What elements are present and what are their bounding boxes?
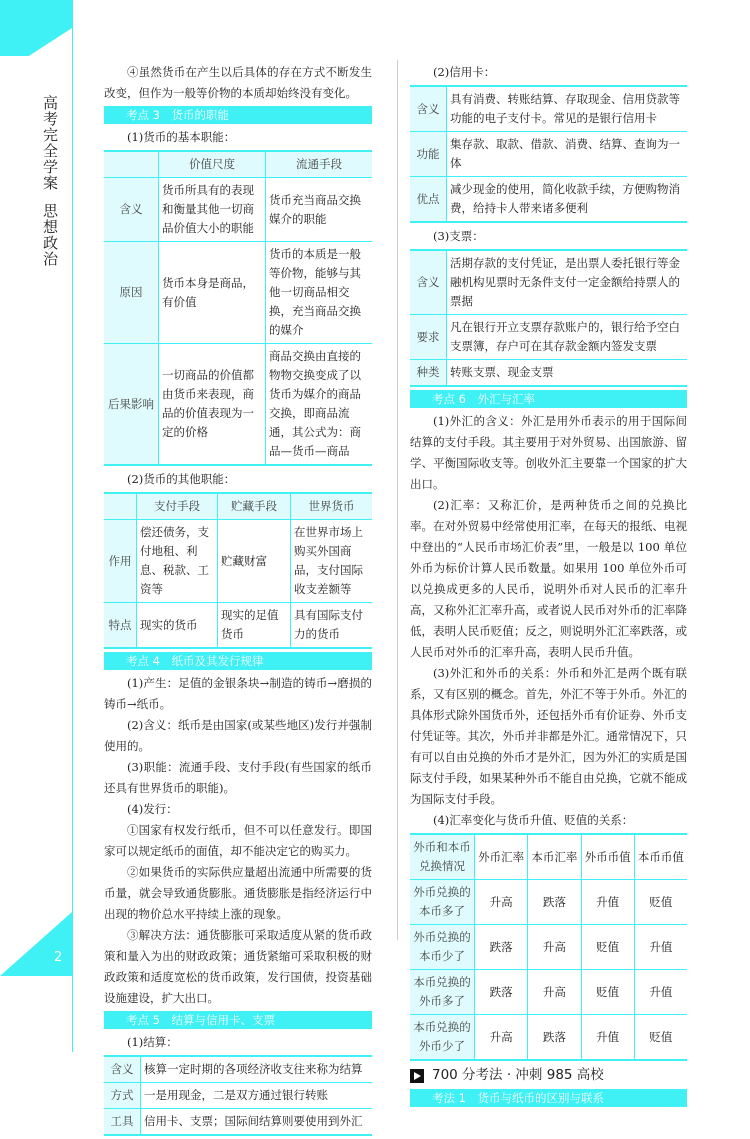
table-header: 世界货币 [291,493,373,520]
paragraph: (1)外汇的含义：外汇是用外币表示的用于国际间结算的支付手段。其主要用于对外贸易、出国旅游、留学、平衡国际收支等。创收外汇主要靠一个国家的扩大出口。 [410,414,687,491]
table-header: 贮藏手段 [218,493,291,520]
row-label: 本币兑换的外币多了 [410,970,475,1015]
table-header [104,493,137,520]
subheading: (3)支票： [433,229,484,243]
row-label: 含义 [104,178,159,242]
right-column [410,62,687,1110]
table-cell: 货币的本质是一般等价物，能够与其他一切商品相交换，充当商品交换的媒介 [266,242,373,344]
table-cell: 升高 [528,925,581,970]
book-title: 高考完全学案 [41,95,59,191]
row-label: 含义 [104,1056,141,1083]
table-cell: 转账支票、现金支票 [447,360,688,387]
row-label: 作用 [104,520,137,603]
table-cell: 跌落 [528,1015,581,1061]
paragraph: ③解决方法：通货膨胀可采取适度从紧的货币政策和量入为出的财政政策；通货紧缩可采取积极的财政政策和适度宽松的货币政策，发行国债，投资基础设施建设，扩大出口。 [104,928,372,1005]
table-row [410,1015,687,1061]
table-row [410,132,687,177]
row-label: 工具 [104,1109,141,1136]
table-cell: 升值 [581,880,634,925]
row-label: 要求 [410,315,447,360]
paragraph: ①国家有权发行纸币，但不可以任意发行。即国家可以规定纸币的面值，却不能决定它的购买力。 [104,823,372,858]
table-cell: 商品交换由直接的物物交换变成了以货币为媒介的商品交换，即商品流通，其公式为：商品—货币—商品 [266,344,373,466]
table-cell: 贮藏财富 [218,520,291,603]
row-label: 本币兑换的外币少了 [410,1015,475,1061]
row-label: 含义 [410,250,447,315]
big-heading [410,1065,687,1086]
basic-functions-table [104,150,372,466]
intro-paragraph: ④虽然货币在产生以后具体的存在方式不断发生改变，但作为一般等价物的本质却始终没有变化。 [104,65,372,100]
paragraph: (2)含义：纸币是由国家(或某些地区)发行并强制使用的。 [104,718,372,753]
table-header: 外币币值 [581,834,634,880]
table-row [104,1056,372,1083]
table-cell: 贬值 [581,925,634,970]
table-header: 外币和本币兑换情况 [410,834,475,880]
row-label: 种类 [410,360,447,387]
table-header [104,151,159,178]
table-row [410,925,687,970]
subject-title: 思想政治 [41,203,59,267]
left-column [104,62,372,1139]
table-cell: 贬值 [634,1015,687,1061]
table-cell: 货币本身是商品，有价值 [159,242,266,344]
paragraph: (3)外汇和外币的关系：外币和外汇是两个既有联系，又有区别的概念。首先，外汇不等于外币。外汇的具体形式除外国货币外，还包括外币有价证券、外币支付凭证等。其次，外币并非都是外汇。通常情况下，只有可以自由兑换的外币才是外汇，因为外汇的实质是国际支付手段，如果某种外币不能自由兑换，它就不能成为国际支付手段。 [410,666,687,806]
row-label: 外币兑换的本币多了 [410,880,475,925]
credit-card-table [410,85,687,223]
section-header-6: 考点 6 外汇与汇率 [410,390,687,408]
table-cell: 凡在银行开立支票存款账户的，银行给予空白支票簿，存户可在其存款金额内签发支票 [447,315,688,360]
paragraph: (2)汇率：又称汇价，是两种货币之间的兑换比率。在对外贸易中经常使用汇率，在每天的报纸、电视中登出的“人民币市场汇价表”里，一般是以 100 单位外币为标价计算人民币数量。如果用 100 单位外币可以兑换成更多的人民币，说明外币对人民币的汇率升高，又称外汇汇率升高，或者说人民币对外币的汇率降低，表明人民币贬值；反之，则说明外汇汇率跌落，或人民币对外币的汇率升高，表明人民币升值。 [410,498,687,659]
table-cell: 一是用现金，二是双方通过银行转账 [141,1083,373,1109]
other-functions-table [104,492,372,649]
section-header-5: 考点 5 结算与信用卡、支票 [104,1011,372,1029]
table-header: 流通手段 [266,151,373,178]
table-cell: 核算一定时期的各项经济收支往来称为结算 [141,1056,373,1083]
play-icon [410,1069,424,1083]
table-row [410,315,687,360]
paragraph: ②如果货币的实际供应量超出流通中所需要的货币量，就会导致通货膨胀。通货膨胀是指经济运行中出现的物价总水平持续上涨的现象。 [104,865,372,921]
table-row [410,250,687,315]
row-label: 原因 [104,242,159,344]
table-cell: 信用卡、支票；国际间结算则要使用到外汇 [141,1109,373,1136]
table-cell: 集存款、取款、借款、消费、结算、查询为一体 [447,132,688,177]
subheading: (1)结算： [127,1035,178,1049]
table-cell: 升高 [528,970,581,1015]
table-cell: 具有国际支付力的货币 [291,603,373,649]
table-row [104,1083,372,1109]
table-cell: 具有消费、转账结算、存取现金、信用贷款等功能的电子支付卡。常见的是银行信用卡 [447,86,688,132]
table-row [410,970,687,1015]
table-row [410,177,687,223]
table-cell: 货币所具有的表现和衡量其他一切商品价值大小的职能 [159,178,266,242]
table-cell: 一切商品的价值都由货币来表现，商品的价值表现为一定的价格 [159,344,266,466]
section-header-3: 考点 3 货币的职能 [104,106,372,124]
row-label: 方式 [104,1083,141,1109]
table-cell: 跌落 [475,970,528,1015]
table-cell: 跌落 [528,880,581,925]
table-row [410,880,687,925]
table-cell: 减少现金的使用，简化收款手续，方便购物消费，给持卡人带来诸多便利 [447,177,688,223]
subheading: (1)货币的基本职能： [127,130,236,144]
subheading: (2)信用卡： [433,65,496,79]
paragraph: (1)产生：足值的金银条块→制造的铸币→磨损的铸币→纸币。 [104,676,372,711]
table-cell: 升高 [475,880,528,925]
big-heading-text: 700 分考法 · 冲刺 985 高校 [432,1067,604,1083]
column-divider [397,60,398,940]
exchange-rate-table [410,833,687,1061]
row-label: 外币兑换的本币少了 [410,925,475,970]
table-header: 支付手段 [137,493,218,520]
table-header: 本币币值 [634,834,687,880]
section-header-4: 考点 4 纸币及其发行规律 [104,652,372,670]
row-label: 含义 [410,86,447,132]
table-row [104,178,372,242]
table-cell: 升值 [581,1015,634,1061]
paragraph: (4)发行： [127,802,178,816]
table-cell: 升高 [475,1015,528,1061]
table-row [104,603,372,649]
table-row [104,242,372,344]
corner-decoration-top [0,0,72,56]
table-cell: 货币充当商品交换媒介的职能 [266,178,373,242]
page-number: 2 [54,950,63,965]
table-row [410,86,687,132]
table-cell: 升值 [634,970,687,1015]
row-label: 后果影响 [104,344,159,466]
table-row [104,344,372,466]
subheading: (2)货币的其他职能： [127,472,236,486]
corner-decoration-bottom [0,912,72,976]
book-side-title [40,95,61,267]
table-cell: 在世界市场上购买外国商品，支付国际收支差额等 [291,520,373,603]
table-cell: 升值 [634,925,687,970]
table-header: 价值尺度 [159,151,266,178]
paragraph: (4)汇率变化与货币升值、贬值的关系： [433,813,634,827]
table-cell: 贬值 [581,970,634,1015]
table-row [104,520,372,603]
table-cell: 跌落 [475,925,528,970]
row-label: 特点 [104,603,137,649]
row-label: 功能 [410,132,447,177]
table-header: 本币汇率 [528,834,581,880]
paragraph: (3)职能：流通手段、支付手段(有些国家的纸币还具有世界货币的职能)。 [104,760,372,795]
table-cell: 现实的货币 [137,603,218,649]
row-label: 优点 [410,177,447,223]
table-cell: 活期存款的支付凭证，是出票人委托银行等金融机构见票时无条件支付一定金额给持票人的票据 [447,250,688,315]
check-table [410,249,687,387]
table-row [410,360,687,387]
table-row [104,1109,372,1136]
table-header: 外币汇率 [475,834,528,880]
side-rule [72,0,73,1052]
table-cell: 现实的足值货币 [218,603,291,649]
table-cell: 贬值 [634,880,687,925]
table-cell: 偿还债务，支付地租、利息、税款、工资等 [137,520,218,603]
settlement-table [104,1055,372,1136]
method-header-1: 考法 1 货币与纸币的区别与联系 [410,1089,687,1107]
